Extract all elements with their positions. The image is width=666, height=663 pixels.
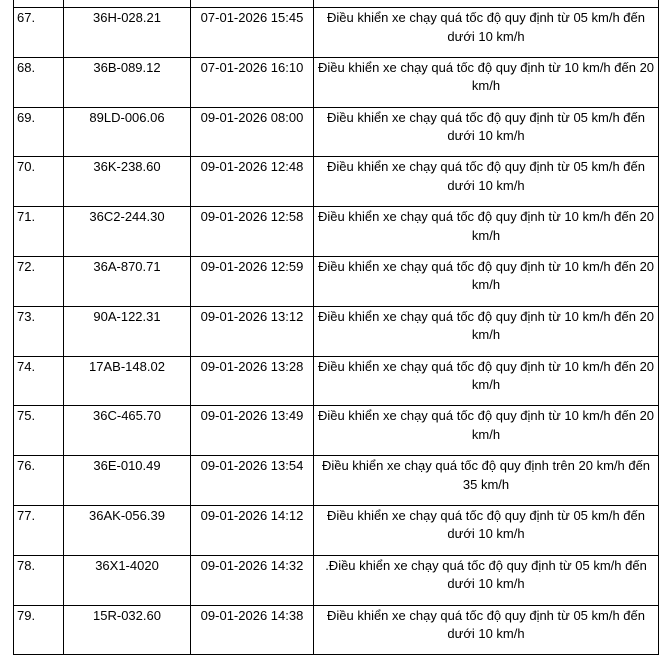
datetime-cell: 09-01-2026 14:38: [191, 605, 314, 655]
datetime-cell: 09-01-2026 12:48: [191, 157, 314, 207]
plate-cell: 15R-032.60: [64, 605, 191, 655]
row-number-cell: 77.: [14, 505, 64, 555]
violation-cell: Điều khiển xe chạy quá tốc độ quy định từ 10 km/h đến 20 km/h: [314, 256, 659, 306]
table-row-partial: [14, 0, 659, 8]
table-row: [14, 157, 659, 207]
violation-cell: Điều khiển xe chạy quá tốc độ quy định từ 10 km/h đến 20 km/h: [314, 57, 659, 107]
datetime-cell: 07-01-2026 15:45: [191, 8, 314, 58]
table-row: [14, 256, 659, 306]
datetime-cell: 09-01-2026 13:49: [191, 406, 314, 456]
row-number-cell: 69.: [14, 107, 64, 157]
table-row: [14, 555, 659, 605]
plate-cell: 89LD-006.06: [64, 107, 191, 157]
plate-cell: 90A-122.31: [64, 306, 191, 356]
datetime-cell: 09-01-2026 12:58: [191, 207, 314, 257]
plate-cell: 17AB-148.02: [64, 356, 191, 406]
plate-cell: 36C-465.70: [64, 406, 191, 456]
violation-cell: Điều khiển xe chạy quá tốc độ quy định từ 10 km/h đến 20 km/h: [314, 406, 659, 456]
datetime-cell: 09-01-2026 13:12: [191, 306, 314, 356]
row-number-cell: 76.: [14, 456, 64, 506]
plate-cell: 36K-238.60: [64, 157, 191, 207]
row-number-cell: 70.: [14, 157, 64, 207]
plate-cell: 36AK-056.39: [64, 505, 191, 555]
datetime-cell: [191, 0, 314, 8]
violation-cell: Điều khiển xe chạy quá tốc độ quy định từ 05 km/h đến dưới 10 km/h: [314, 8, 659, 58]
violation-cell: Điều khiển xe chạy quá tốc độ quy định từ 10 km/h đến 20 km/h: [314, 306, 659, 356]
violation-cell: Điều khiển xe chạy quá tốc độ quy định từ 10 km/h đến 20 km/h: [314, 356, 659, 406]
violation-cell: Điều khiển xe chạy quá tốc độ quy định từ 10 km/h đến 20 km/h: [314, 207, 659, 257]
table-row: [14, 406, 659, 456]
table-row: [14, 605, 659, 655]
row-number-cell: [14, 0, 64, 8]
row-number-cell: 67.: [14, 8, 64, 58]
table-row: [14, 306, 659, 356]
plate-cell: 36A-870.71: [64, 256, 191, 306]
row-number-cell: 78.: [14, 555, 64, 605]
table-row: [14, 207, 659, 257]
table-row: [14, 57, 659, 107]
table-row: [14, 8, 659, 58]
row-number-cell: 73.: [14, 306, 64, 356]
violation-cell: Điều khiển xe chạy quá tốc độ quy định từ 05 km/h đến dưới 10 km/h: [314, 605, 659, 655]
plate-cell: 36H-028.21: [64, 8, 191, 58]
row-number-cell: 79.: [14, 605, 64, 655]
violation-cell: Điều khiển xe chạy quá tốc độ quy định trên 20 km/h đến 35 km/h: [314, 456, 659, 506]
plate-cell: [64, 0, 191, 8]
table-row: [14, 356, 659, 406]
row-number-cell: 72.: [14, 256, 64, 306]
violation-cell: Điều khiển xe chạy quá tốc độ quy định từ 05 km/h đến dưới 10 km/h: [314, 505, 659, 555]
datetime-cell: 09-01-2026 13:54: [191, 456, 314, 506]
plate-cell: 36B-089.12: [64, 57, 191, 107]
datetime-cell: 07-01-2026 16:10: [191, 57, 314, 107]
plate-cell: 36X1-4020: [64, 555, 191, 605]
table-row: [14, 456, 659, 506]
table-row: [14, 107, 659, 157]
violation-cell: .Điều khiển xe chạy quá tốc độ quy định từ 05 km/h đến dưới 10 km/h: [314, 555, 659, 605]
plate-cell: 36C2-244.30: [64, 207, 191, 257]
plate-cell: 36E-010.49: [64, 456, 191, 506]
violation-cell: Điều khiển xe chạy quá tốc độ quy định từ 05 km/h đến dưới 10 km/h: [314, 157, 659, 207]
violation-cell: Điều khiển xe chạy quá tốc độ quy định từ 05 km/h đến dưới 10 km/h: [314, 107, 659, 157]
datetime-cell: 09-01-2026 14:12: [191, 505, 314, 555]
datetime-cell: 09-01-2026 08:00: [191, 107, 314, 157]
row-number-cell: 68.: [14, 57, 64, 107]
row-number-cell: 75.: [14, 406, 64, 456]
violation-cell: [314, 0, 659, 8]
violations-table: [13, 0, 659, 655]
datetime-cell: 09-01-2026 13:28: [191, 356, 314, 406]
row-number-cell: 71.: [14, 207, 64, 257]
datetime-cell: 09-01-2026 14:32: [191, 555, 314, 605]
table-row: [14, 505, 659, 555]
datetime-cell: 09-01-2026 12:59: [191, 256, 314, 306]
row-number-cell: 74.: [14, 356, 64, 406]
